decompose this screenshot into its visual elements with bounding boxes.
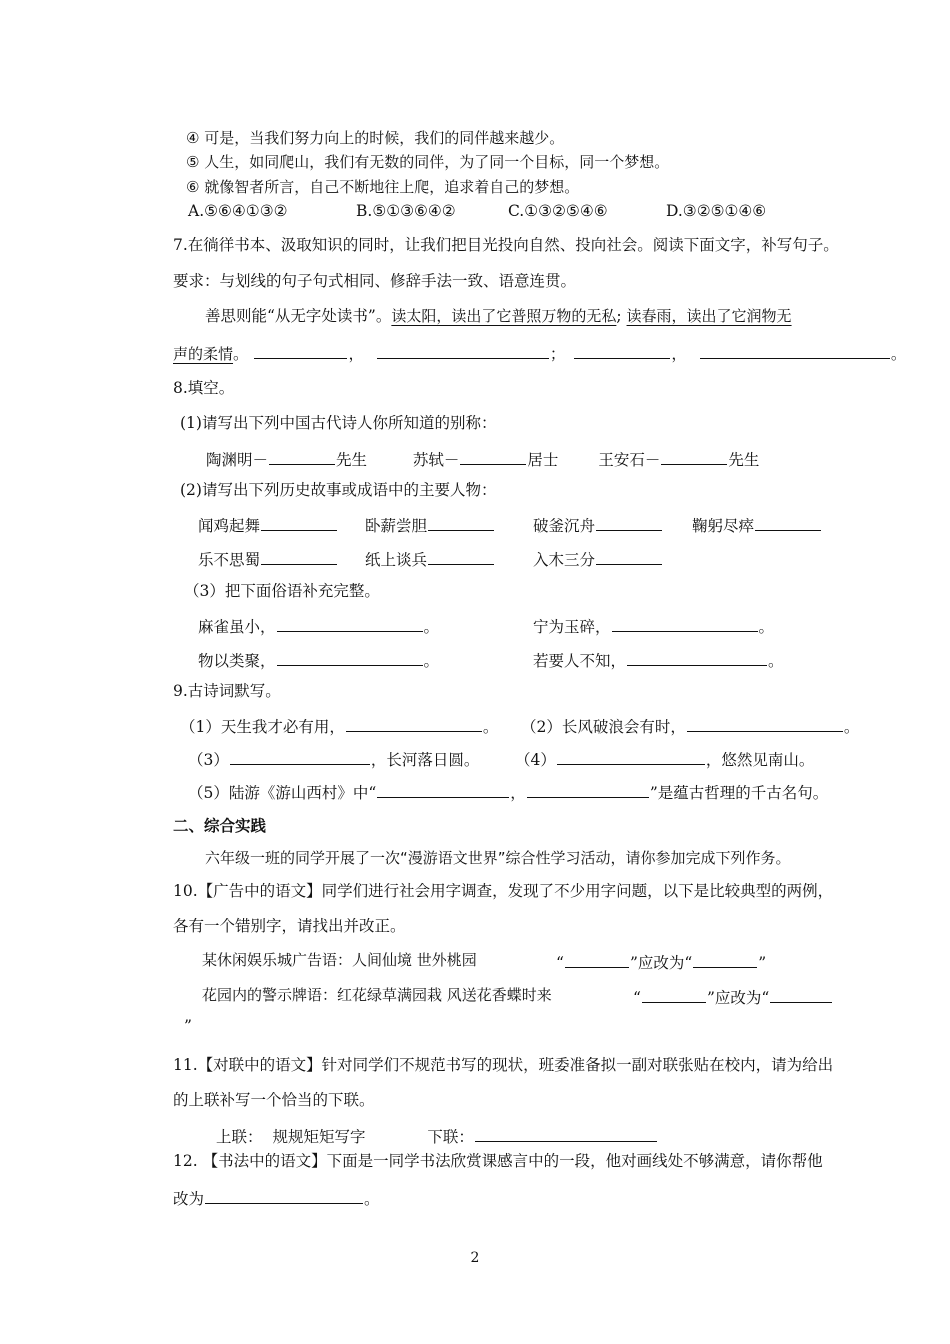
q7-intro: 善思则能“从无字处读书”。: [205, 307, 392, 325]
q9-item-1: （1）天生我才必有用， 。: [180, 718, 499, 736]
q7-blank-2[interactable]: [377, 344, 549, 359]
q9-title: 9.古诗词默写。: [173, 682, 281, 700]
q12-prompt-line1: 12. 【书法中的语文】下面是一同学书法欣赏课感言中的一段，他对画线处不够满意，请你帮他: [173, 1152, 823, 1170]
q7-passage-line1: [205, 309, 792, 325]
q6-item-6: ⑥ 就像智者所言，自己不断地往上爬，追求着自己的梦想。: [186, 178, 580, 196]
q6-item-5: ⑤ 人生，如同爬山，我们有无数的同伴，为了同一个目标，同一个梦想。: [186, 153, 670, 171]
q10-answer-1: “ ”应改为“ ”: [556, 954, 767, 972]
q9-item-4: （4） ，悠然见南山。: [515, 751, 815, 769]
q10-prompt-line2: 各有一个错别字，请找出并改正。: [173, 917, 406, 935]
q6-item-4: ④ 可是，当我们努力向上的时候，我们的同伴越来越少。: [186, 129, 565, 147]
q7-sep: ;: [616, 307, 622, 325]
q6-option-a: A.⑤⑥④①③②: [188, 202, 288, 220]
q8-blank-su[interactable]: [460, 450, 526, 465]
q6-option-d: D.③②⑤①④⑥: [666, 202, 767, 220]
section-2-intro: 六年级一班的同学开展了一次“漫游语文世界”综合性学习活动，请你参加完成下列作务。: [205, 849, 791, 867]
q12-prompt-line2: 改为 。: [173, 1190, 380, 1208]
q8-idiom-3: 破釜沉舟: [533, 516, 663, 535]
q7-underlined-2b: 声的柔情: [173, 345, 234, 363]
q7-passage-line2: 声的柔情。 ， ； ， 。: [173, 345, 907, 363]
q8-part3: （3）把下面俗语补充完整。: [184, 582, 380, 600]
q7-prompt: 7.在徜徉书本、汲取知识的同时，让我们把目光投向自然、投向社会。阅读下面文字，补写句子。: [173, 236, 839, 254]
q8-part2: (2)请写出下列历史故事或成语中的主要人物：: [180, 481, 497, 499]
section-2-title: 二、综合实践: [173, 816, 267, 835]
q8-idiom-2: 卧薪尝胆: [365, 516, 495, 535]
q8-idiom-7: 入木三分: [533, 550, 663, 569]
q9-item-5: （5）陆游《游山西村》中“ ， ”是蕴古哲理的千古名句。: [188, 784, 829, 802]
q8-saying-2: 宁为玉碎， 。: [533, 618, 775, 636]
q8-idiom-1: 闻鸡起舞: [198, 516, 338, 535]
q8-blank-tao[interactable]: [269, 450, 335, 465]
q8-blank-wang[interactable]: [661, 450, 727, 465]
page-number: 2: [470, 1250, 480, 1266]
q8-idiom-5: 乐不思蜀: [198, 550, 338, 569]
q10-prompt-line1: 10.【广告中的语文】同学们进行社会用字调查，发现了不少用字问题，以下是比较典型的两例，: [173, 882, 834, 900]
q9-item-2: （2）长风破浪会有时， 。: [521, 718, 860, 736]
q6-option-c: C.①③②⑤④⑥: [508, 202, 608, 220]
q9-item-3: （3） ，长河落日圆。: [188, 751, 480, 769]
q10-answer-2: “ ”应改为“: [633, 988, 833, 1007]
q11-prompt-line2: 的上联补写一个恰当的下联。: [173, 1091, 375, 1109]
q8-saying-3: 物以类聚， 。: [198, 652, 440, 670]
q7-requirement: 要求：与划线的句子句式相同、修辞手法一致、语意连贯。: [173, 272, 577, 290]
q7-blank-1[interactable]: [254, 344, 347, 359]
q7-underlined-2a: 读春雨，读出了它润物无: [626, 307, 792, 325]
q10-example-1: 某休闲娱乐城广告语：人间仙境 世外桃园: [202, 951, 477, 969]
q11-lower-blank[interactable]: [475, 1127, 657, 1142]
q8-title: 8.填空。: [173, 379, 235, 397]
q7-underlined-1: 读太阳，读出了它普照万物的无私: [391, 307, 617, 325]
q8-saying-4: 若要人不知， 。: [533, 652, 784, 670]
q8-idiom-4: 鞠躬尽瘁: [692, 516, 822, 535]
q8-idiom-6: 纸上谈兵: [365, 550, 495, 569]
q10-example-2: 花园内的警示牌语：红花绿草满园栽 风送花香蝶时来: [202, 986, 552, 1004]
q12-blank[interactable]: [205, 1189, 363, 1204]
q11-prompt-line1: 11.【对联中的语文】针对同学们不规范书写的现状，班委准备拟一副对联张贴在校内，请为给出: [173, 1056, 834, 1074]
q11-couplet-row: 上联： 规规矩矩写字 下联：: [216, 1127, 658, 1146]
q7-blank-4[interactable]: [700, 344, 890, 359]
q7-blank-3[interactable]: [574, 344, 670, 359]
q10-answer-2-close: ”: [184, 1017, 192, 1035]
q8-part1: (1)请写出下列中国古代诗人你所知道的别称：: [180, 414, 497, 432]
q8-poet-row: 陶渊明－ 先生 苏轼－ 居士 王安石－ 先生: [206, 451, 760, 469]
q8-saying-1: 麻雀虽小， 。: [198, 618, 440, 636]
q6-option-b: B.⑤①③⑥④②: [356, 202, 456, 220]
